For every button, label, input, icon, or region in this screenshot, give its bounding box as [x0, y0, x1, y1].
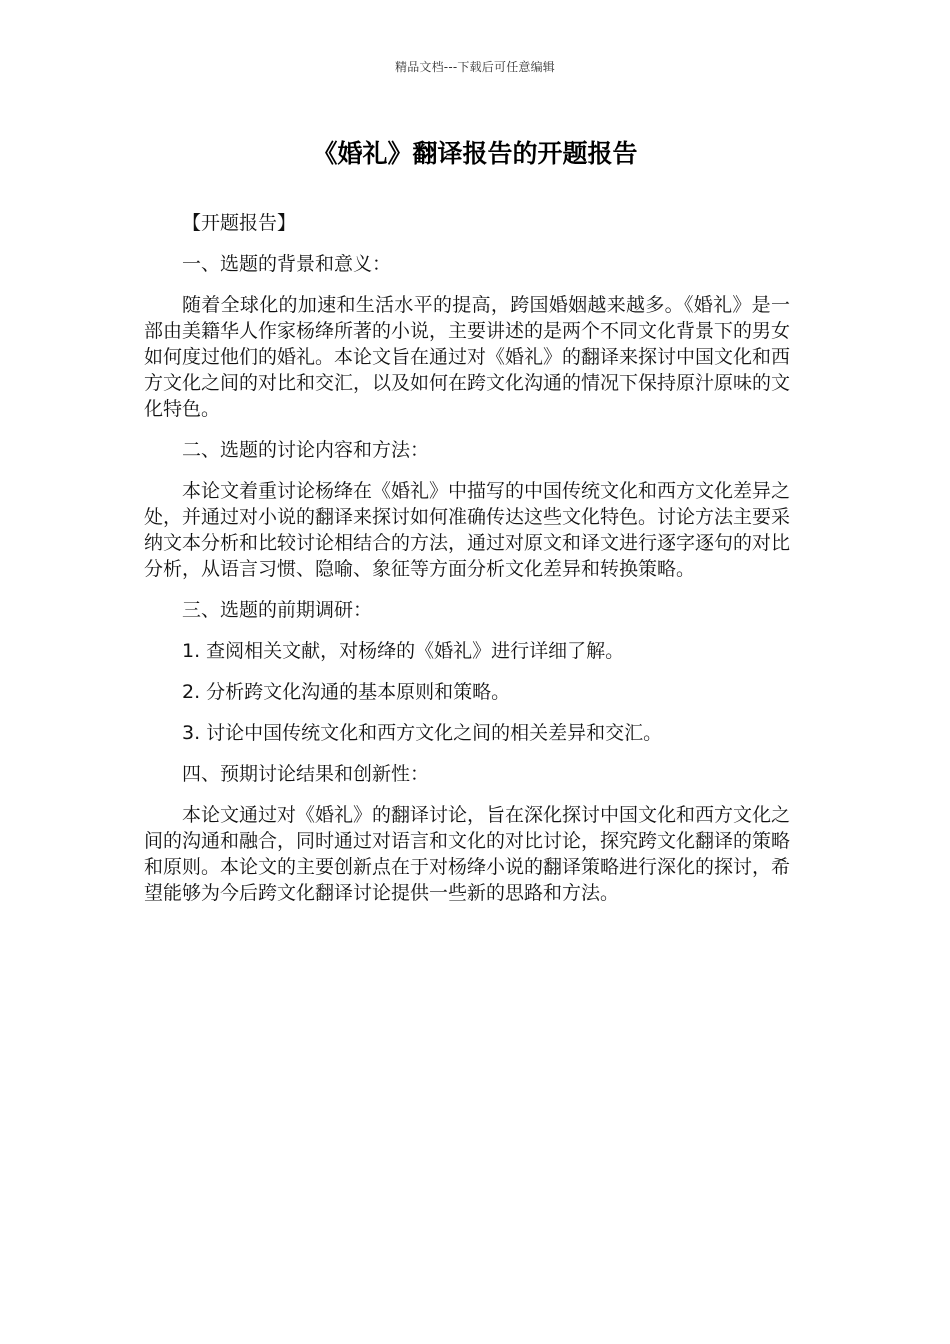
document-body: [144, 210, 790, 921]
section-heading-content-method: 二、选题的讨论内容和方法：: [182, 439, 430, 461]
paragraph-content-method: 本论文着重讨论杨绛在《婚礼》中描写的中国传统文化和西方文化差异之处，并通过对小说的翻译来探讨如何准确传达这些文化特色。讨论方法主要采纳文本分析和比较讨论相结合的方法，通过对原文和译文进行逐字逐句的对比分析，从语言习惯、隐喻、象征等方面分析文化差异和转换策略。: [144, 480, 791, 580]
paragraph-expected-results: 本论文通过对《婚礼》的翻译讨论，旨在深化探讨中国文化和西方文化之间的沟通和融合，同时通过对语言和文化的对比讨论，探究跨文化翻译的策略和原则。本论文的主要创新点在于对杨绛小说的翻译策略进行深化的探讨，希望能够为今后跨文化翻译讨论提供一些新的思路和方法。: [144, 804, 791, 904]
list-item: 3. 讨论中国传统文化和西方文化之间的相关差异和交汇。: [182, 722, 663, 744]
section-label: 【开题报告】: [182, 212, 297, 234]
list-item: 2. 分析跨文化沟通的基本原则和策略。: [182, 681, 511, 703]
paragraph-background: 随着全球化的加速和生活水平的提高，跨国婚姻越来越多。《婚礼》是一部由美籍华人作家杨绛所著的小说，主要讲述的是两个不同文化背景下的男女如何度过他们的婚礼。本论文旨在通过对《婚礼》的翻译来探讨中国文化和西方文化之间的对比和交汇，以及如何在跨文化沟通的情况下保持原汁原味的文化特色。: [144, 294, 791, 420]
page-header: 精品文档---下载后可任意编辑: [395, 60, 555, 74]
section-heading-background: 一、选题的背景和意义：: [182, 253, 392, 275]
section-heading-research: 三、选题的前期调研：: [182, 599, 373, 621]
document-title: 《婚礼》翻译报告的开题报告: [312, 139, 638, 168]
section-heading-expected-results: 四、预期讨论结果和创新性：: [182, 763, 430, 785]
list-item: 1. 查阅相关文献，对杨绛的《婚礼》进行详细了解。: [182, 640, 625, 662]
